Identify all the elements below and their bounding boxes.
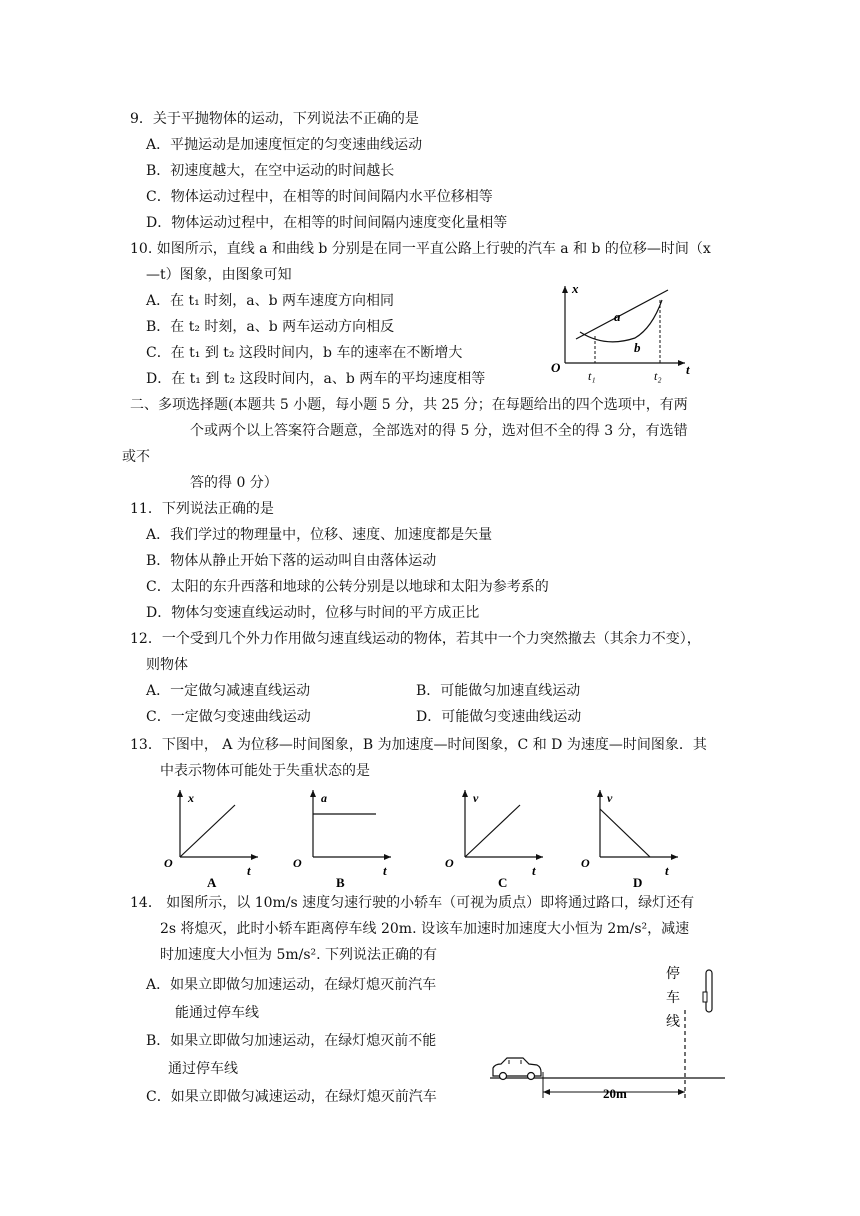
q12-option-c: C．一定做匀变速曲线运动 <box>146 709 311 725</box>
q13-graph-b <box>288 785 408 887</box>
traffic-light-icon <box>703 970 712 1012</box>
y-label: v <box>473 791 479 805</box>
q12-stem-line2: 则物体 <box>146 657 188 673</box>
stop-line-label-1: 停 <box>666 967 680 982</box>
q12-option-a: A．一定做匀减速直线运动 <box>146 683 311 699</box>
origin-label: O <box>551 360 561 375</box>
q14-option-b-line1: B．如果立即做匀加速运动，在绿灯熄灭前不能 <box>146 1033 437 1049</box>
graph-label: D <box>633 875 643 887</box>
rising-line <box>465 805 520 857</box>
q10-xt-graph <box>540 278 710 383</box>
line-a-label: a <box>614 309 621 324</box>
curve-b <box>580 300 662 342</box>
graph-label: C <box>498 875 508 887</box>
q11-option-c: C．太阳的东升西落和地球的公转分别是以地球和太阳为参考系的 <box>146 579 549 595</box>
q14-stem-line1: 14． 如图所示，以 10m/s 速度匀速行驶的小轿车（可视为质点）即将通过路口，绿灯还有 <box>130 895 695 911</box>
section2-heading-line1: 二、多项选择题(本题共 5 小题，每小题 5 分，共 25 分；在每题给出的四个选项中，有两 <box>130 397 688 413</box>
origin-label: O <box>581 856 590 870</box>
q9-option-c: C．物体运动过程中，在相等的时间间隔内水平位移相等 <box>146 189 493 205</box>
q13-graph-a <box>155 785 275 887</box>
q13-graph-d <box>575 785 695 887</box>
stop-line-label-2: 车 <box>666 991 680 1006</box>
q10-stem-line1: 10. 如图所示，直线 a 和曲线 b 分别是在同一平直公路上行驶的汽车 a 和 b 的位移—时间（x <box>130 241 711 257</box>
t-axis-label: t <box>686 362 690 377</box>
q14-option-a-line2: 能通过停车线 <box>175 1005 259 1021</box>
origin-label: O <box>164 856 173 870</box>
section2-heading-line4: 答的得 0 分） <box>190 475 278 491</box>
y-label: v <box>607 791 613 805</box>
q13-stem-line1: 13．下图中， A 为位移—时间图象，B 为加速度—时间图象，C 和 D 为速度—时间图象．其 <box>130 737 707 753</box>
y-label: a <box>321 791 327 805</box>
t2-label: t₂ <box>654 369 662 383</box>
q12-option-d: D．可能做匀变速曲线运动 <box>416 709 582 725</box>
car-icon <box>493 1058 541 1080</box>
stop-line-label-3: 线 <box>666 1015 680 1030</box>
graph-label: B <box>336 875 345 887</box>
y-label: x <box>188 791 194 805</box>
q10-option-c: C．在 t₁ 到 t₂ 这段时间内，b 车的速率在不断增大 <box>146 345 463 361</box>
q14-road-figure <box>485 960 735 1110</box>
origin-label: O <box>293 856 302 870</box>
q14-option-a-line1: A．如果立即做匀加速运动，在绿灯熄灭前汽车 <box>146 977 437 993</box>
origin-label: O <box>445 856 454 870</box>
line-a <box>576 290 668 339</box>
section2-heading-line2: 个或两个以上答案符合题意，全部选对的得 5 分，选对但不全的得 3 分，有选错 <box>190 423 688 439</box>
q14-option-b-line2: 通过停车线 <box>168 1061 238 1077</box>
x-label: t <box>665 863 669 878</box>
q14-stem-line3: 时加速度大小恒为 5m/s². 下列说法正确的有 <box>160 947 438 963</box>
x-axis-label: x <box>572 281 579 296</box>
q12-stem-line1: 12．一个受到几个外力作用做匀速直线运动的物体，若其中一个力突然撤去（其余力不变）， <box>130 631 701 647</box>
q11-option-a: A．我们学过的物理量中，位移、速度、加速度都是矢量 <box>146 527 493 543</box>
q10-stem-line2: —t）图象，由图象可知 <box>146 267 292 283</box>
q9-option-d: D．物体运动过程中，在相等的时间间隔内速度变化量相等 <box>146 215 508 231</box>
x-label: t <box>383 863 387 878</box>
q13-graph-c <box>440 785 560 887</box>
q12-option-b: B．可能做匀加速直线运动 <box>416 683 581 699</box>
q13-stem-line2: 中表示物体可能处于失重状态的是 <box>160 763 370 779</box>
curve-b-label: b <box>634 340 641 355</box>
q9-stem: 9．关于平抛物体的运动，下列说法不正确的是 <box>130 111 419 127</box>
rising-line <box>180 805 235 857</box>
distance-label: 20m <box>603 1086 627 1101</box>
q11-option-b: B．物体从静止开始下落的运动叫自由落体运动 <box>146 553 437 569</box>
q10-option-d: D．在 t₁ 到 t₂ 这段时间内，a、b 两车的平均速度相等 <box>146 371 486 387</box>
q11-stem: 11．下列说法正确的是 <box>130 501 274 517</box>
q10-option-b: B．在 t₂ 时刻，a、b 两车运动方向相反 <box>146 319 395 335</box>
q9-option-b: B．初速度越大，在空中运动的时间越长 <box>146 163 395 179</box>
q9-option-a: A．平抛运动是加速度恒定的匀变速曲线运动 <box>146 137 423 153</box>
q14-stem-line2: 2s 将熄灭，此时小轿车距离停车线 20m. 设该车加速时加速度大小恒为 2m/s²，减速 <box>160 921 690 937</box>
x-label: t <box>247 863 251 878</box>
q14-option-c-line1: C．如果立即做匀减速运动，在绿灯熄灭前汽车 <box>146 1089 437 1105</box>
graph-label: A <box>207 875 217 887</box>
section2-heading-line3: 或不 <box>122 449 150 465</box>
falling-line <box>600 809 650 857</box>
q11-option-d: D．物体匀变速直线运动时，位移与时间的平方成正比 <box>146 605 480 621</box>
q10-option-a: A．在 t₁ 时刻，a、b 两车速度方向相同 <box>146 293 395 309</box>
x-label: t <box>532 863 536 878</box>
t1-label: t₁ <box>588 369 596 383</box>
